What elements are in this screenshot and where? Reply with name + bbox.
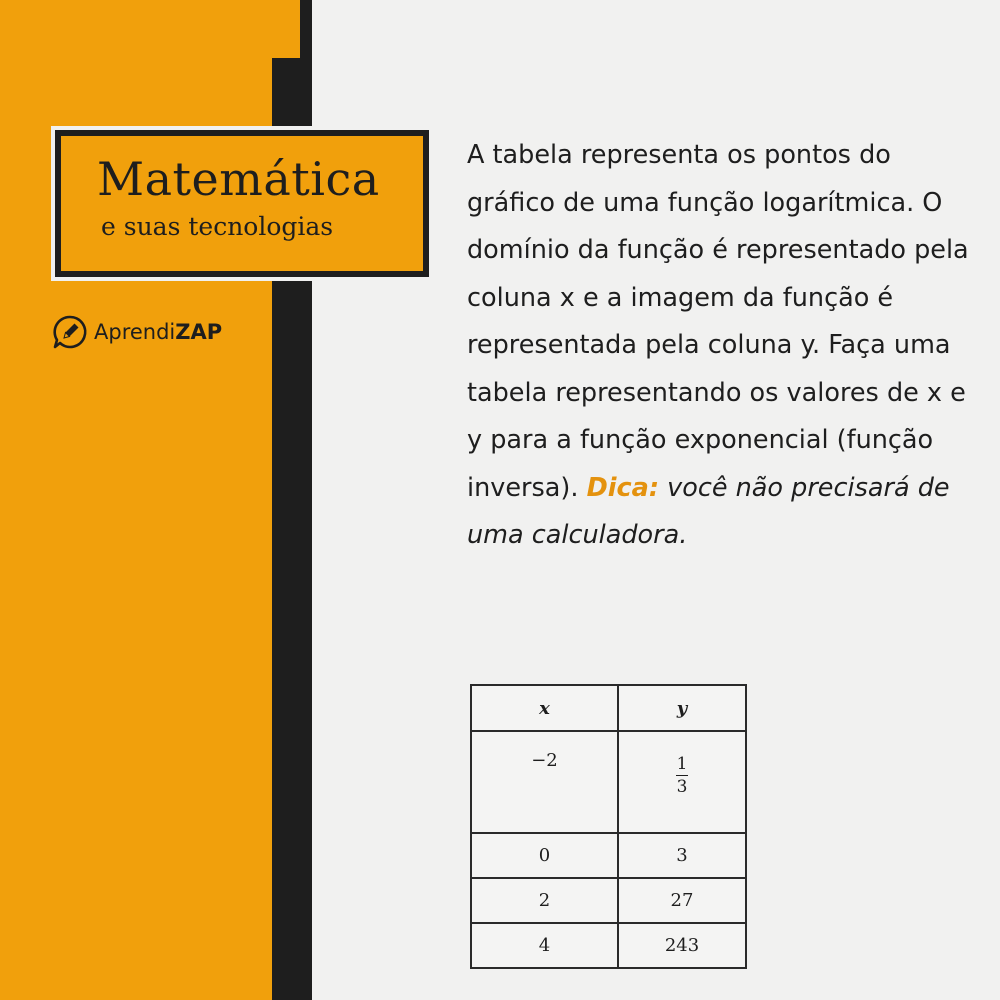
- hint-label: Dica:: [586, 472, 660, 503]
- cell-y: 243: [618, 923, 746, 968]
- table-row: [471, 731, 746, 833]
- pencil-chat-icon: [52, 314, 88, 350]
- subject-title-box: [55, 130, 429, 277]
- table-row: [471, 923, 746, 968]
- fraction: [676, 754, 688, 797]
- strip-notch: [272, 0, 300, 58]
- subject-title: Matemática: [97, 152, 380, 206]
- cell-x: −2: [471, 731, 618, 833]
- fraction-bar: [676, 775, 688, 776]
- cell-x: 4: [471, 923, 618, 968]
- brand-logo: [52, 314, 222, 350]
- cell-x: 2: [471, 878, 618, 923]
- brand-name: [94, 320, 222, 344]
- brand-name-bold: ZAP: [175, 320, 223, 344]
- fraction-numerator: 1: [676, 754, 688, 774]
- fraction-denominator: 3: [676, 777, 688, 797]
- cell-y: [618, 731, 746, 833]
- table-row: [471, 878, 746, 923]
- cell-y: 3: [618, 833, 746, 878]
- subject-subtitle: e suas tecnologias: [101, 212, 334, 241]
- cell-y: 27: [618, 878, 746, 923]
- question-block: [467, 132, 972, 560]
- column-header-y: y: [618, 685, 746, 731]
- column-header-x: x: [471, 685, 618, 731]
- hint-text: você não precisará de uma calculadora.: [467, 472, 950, 550]
- table-row: [471, 833, 746, 878]
- brand-name-regular: Aprendi: [94, 320, 176, 344]
- table-header-row: [471, 685, 746, 731]
- question-text: A tabela representa os pontos do gráfico de uma função logarítmica. O domínio da função é representado pela coluna x e a imagem da função é representada pela coluna y. Faça uma tabela representando os valores de x e y para a função exponencial (função inversa).: [467, 140, 969, 503]
- values-table: [470, 684, 747, 969]
- cell-x: 0: [471, 833, 618, 878]
